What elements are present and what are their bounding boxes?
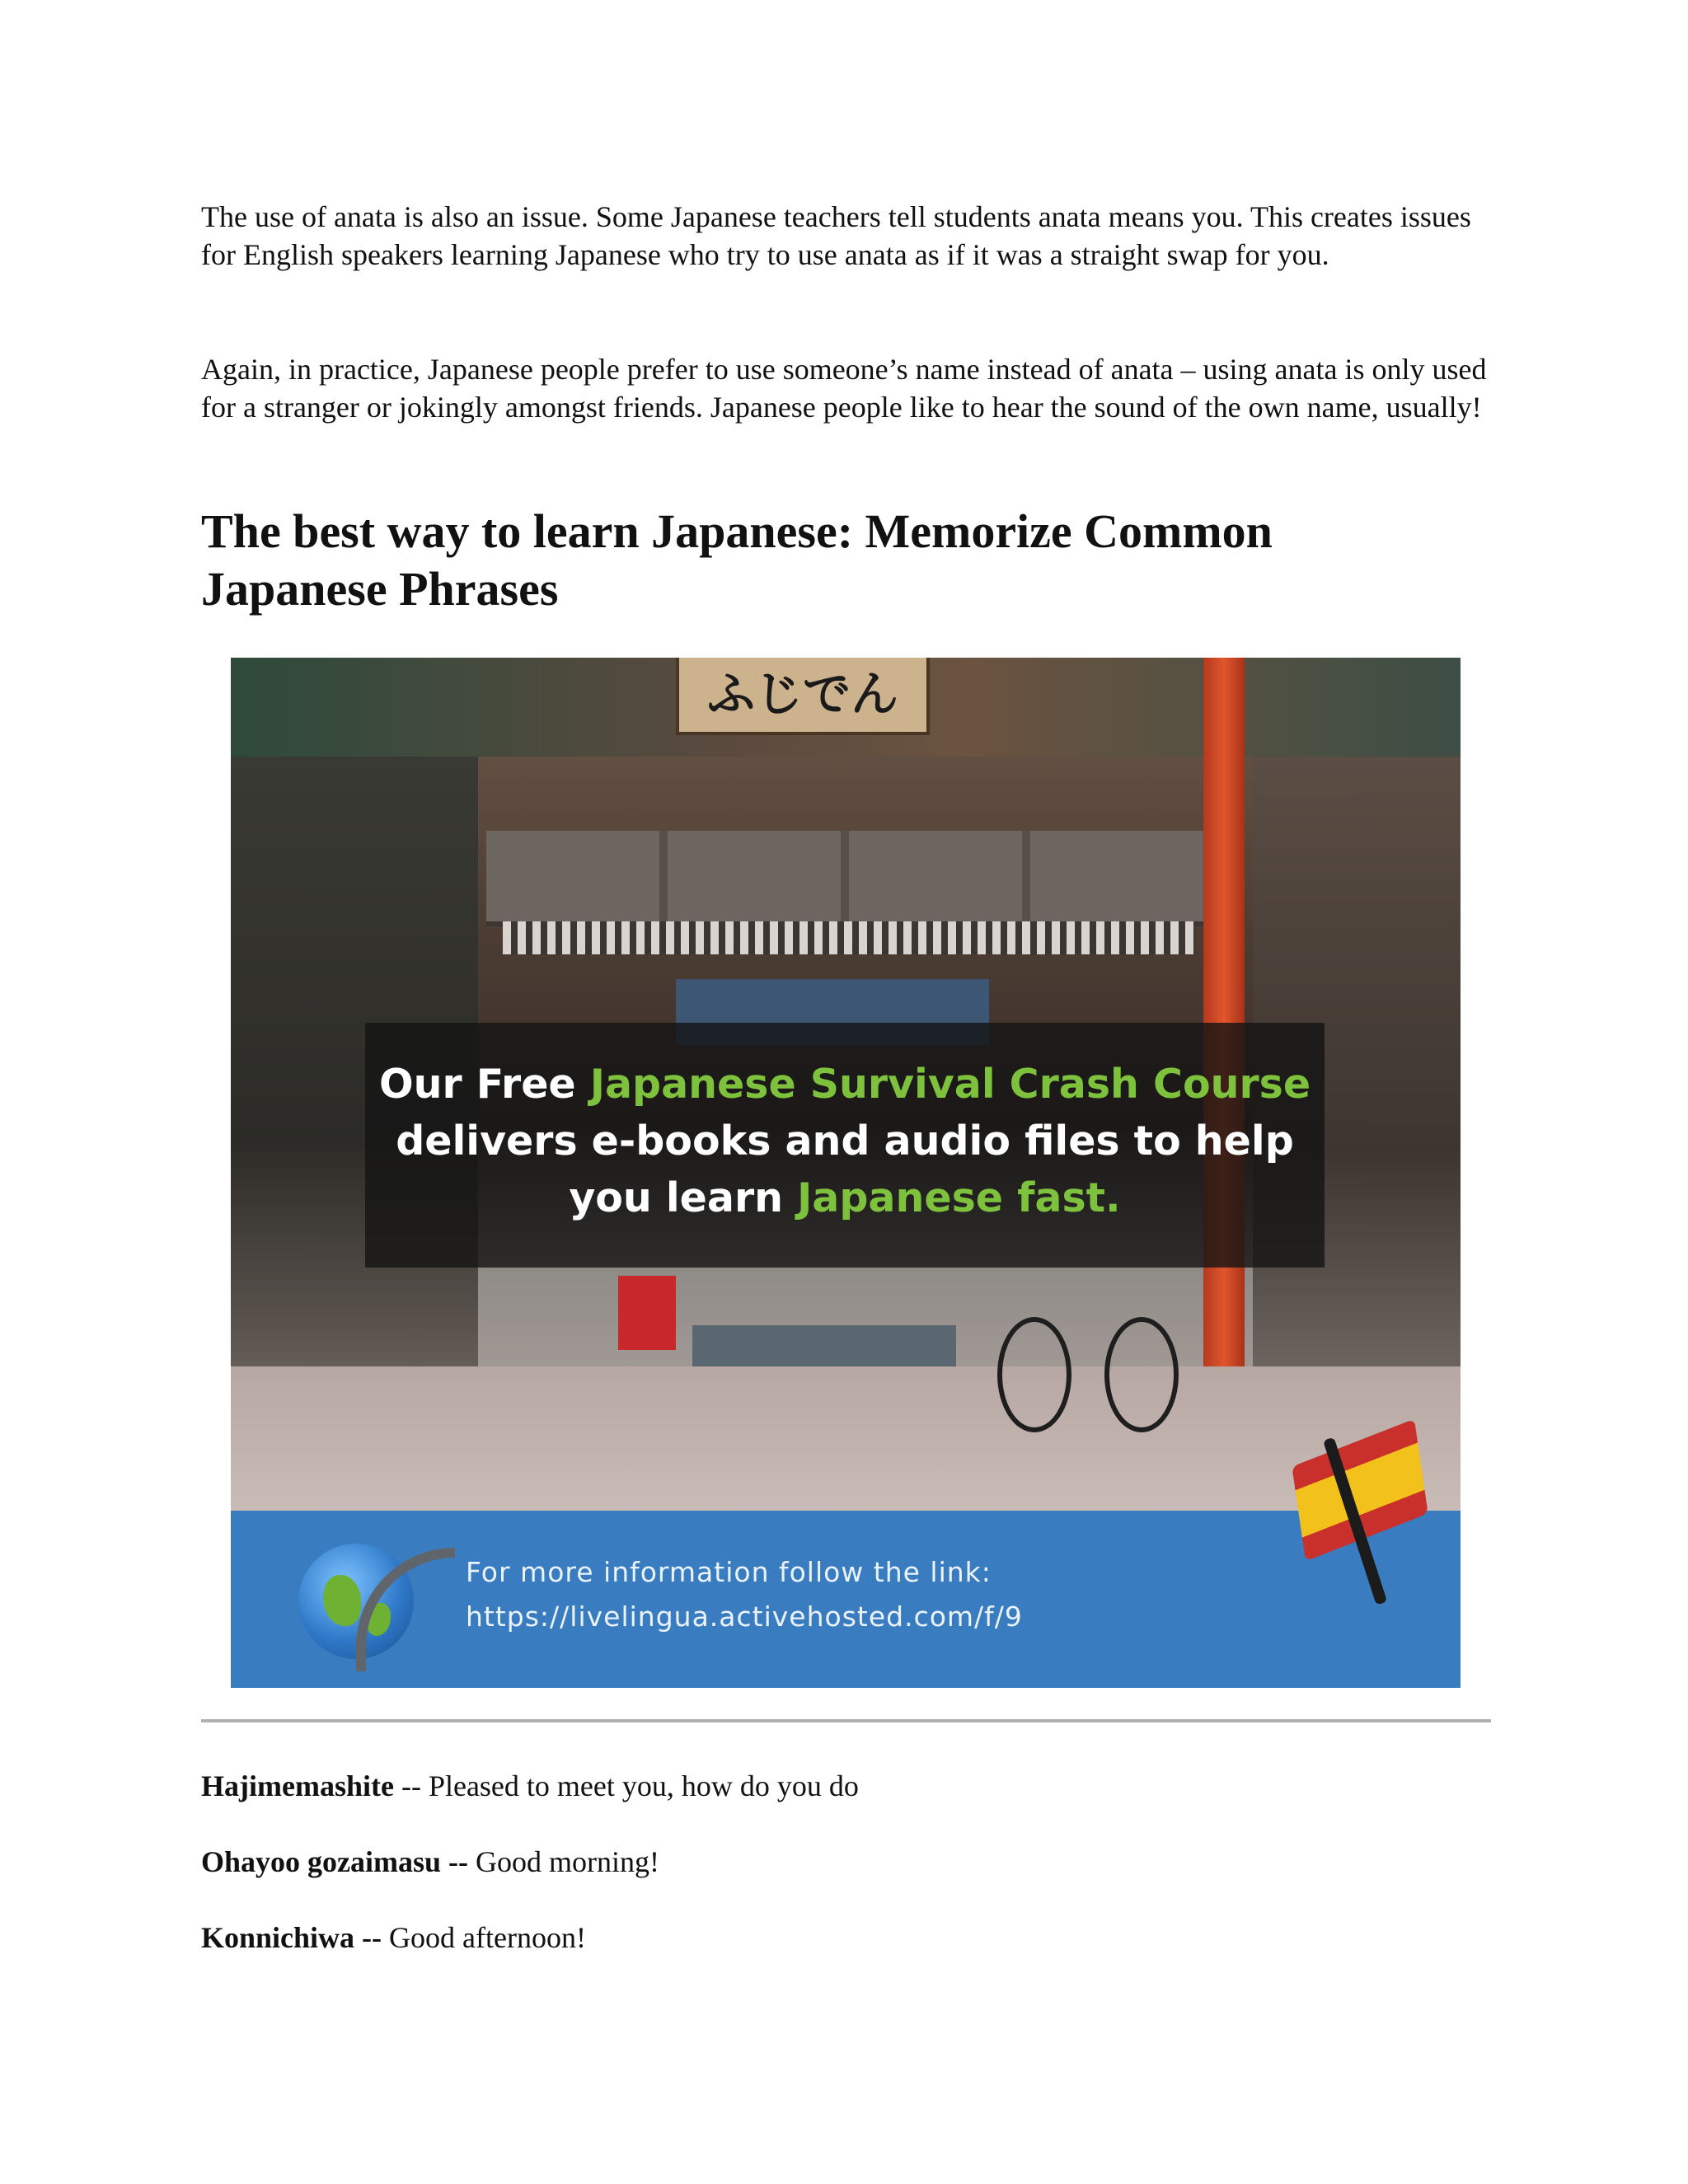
paragraph-anata-issue: The use of anata is also an issue. Some Japanese teachers tell students anata means you. This creates issues for English speakers learning Japanese who try to use anata as if it was a straight swap for you.	[201, 200, 1471, 271]
phrase-item	[201, 1843, 659, 1881]
shop-shutter	[503, 921, 1195, 954]
caption-text: Our Free	[378, 1061, 590, 1108]
phrase-meaning: Good afternoon!	[389, 1921, 586, 1954]
section-heading: The best way to learn Japanese: Memorize Common Japanese Phrases	[201, 504, 1273, 616]
caption-text: delivers e-books and audio files to help you learn	[396, 1118, 1294, 1221]
phrase-term: Hajimemashite	[201, 1769, 394, 1802]
headset-icon	[356, 1548, 455, 1671]
japanese-shopfront-photo	[231, 658, 1461, 1511]
phrase-term: Ohayoo gozaimasu --	[201, 1845, 468, 1878]
info-text	[466, 1550, 1023, 1639]
spanish-flag-icon	[1273, 1424, 1414, 1622]
caption-highlight: Japanese fast.	[797, 1174, 1121, 1221]
phrase-item	[201, 1767, 859, 1805]
caption-highlight: Japanese Survival Crash Course	[589, 1061, 1311, 1108]
phrase-separator	[468, 1845, 476, 1878]
globe-headset-icon	[298, 1544, 414, 1659]
caption-overlay	[365, 1023, 1325, 1268]
course-banner-image[interactable]	[231, 658, 1461, 1688]
phrase-separator: --	[393, 1769, 429, 1802]
phrase-meaning: Pleased to meet you, how do you do	[428, 1769, 859, 1802]
horizontal-rule	[201, 1719, 1491, 1722]
phrase-item	[201, 1919, 586, 1957]
bicycle-wheel	[1104, 1317, 1179, 1432]
bicycle-wheel	[997, 1317, 1071, 1432]
shop-awning	[486, 831, 1212, 926]
paragraph-anata-practice: Again, in practice, Japanese people prefer to use someone’s name instead of anata – using anata is only used for a stranger or jokingly amongst friends. Japanese people like to hear the sound of the own name, usually!	[201, 353, 1487, 424]
info-bar	[231, 1511, 1461, 1688]
info-link[interactable]: https://livelingua.activehosted.com/f/9	[466, 1601, 1023, 1633]
globe-land	[323, 1575, 361, 1626]
phrase-meaning: Good morning!	[476, 1845, 659, 1878]
phrase-separator	[382, 1921, 389, 1954]
info-label: For more information follow the link:	[466, 1556, 992, 1588]
phrase-term: Konnichiwa --	[201, 1921, 382, 1954]
red-crate	[618, 1276, 676, 1350]
door-mat	[692, 1325, 956, 1366]
shop-sign: ふじでん	[676, 658, 930, 735]
